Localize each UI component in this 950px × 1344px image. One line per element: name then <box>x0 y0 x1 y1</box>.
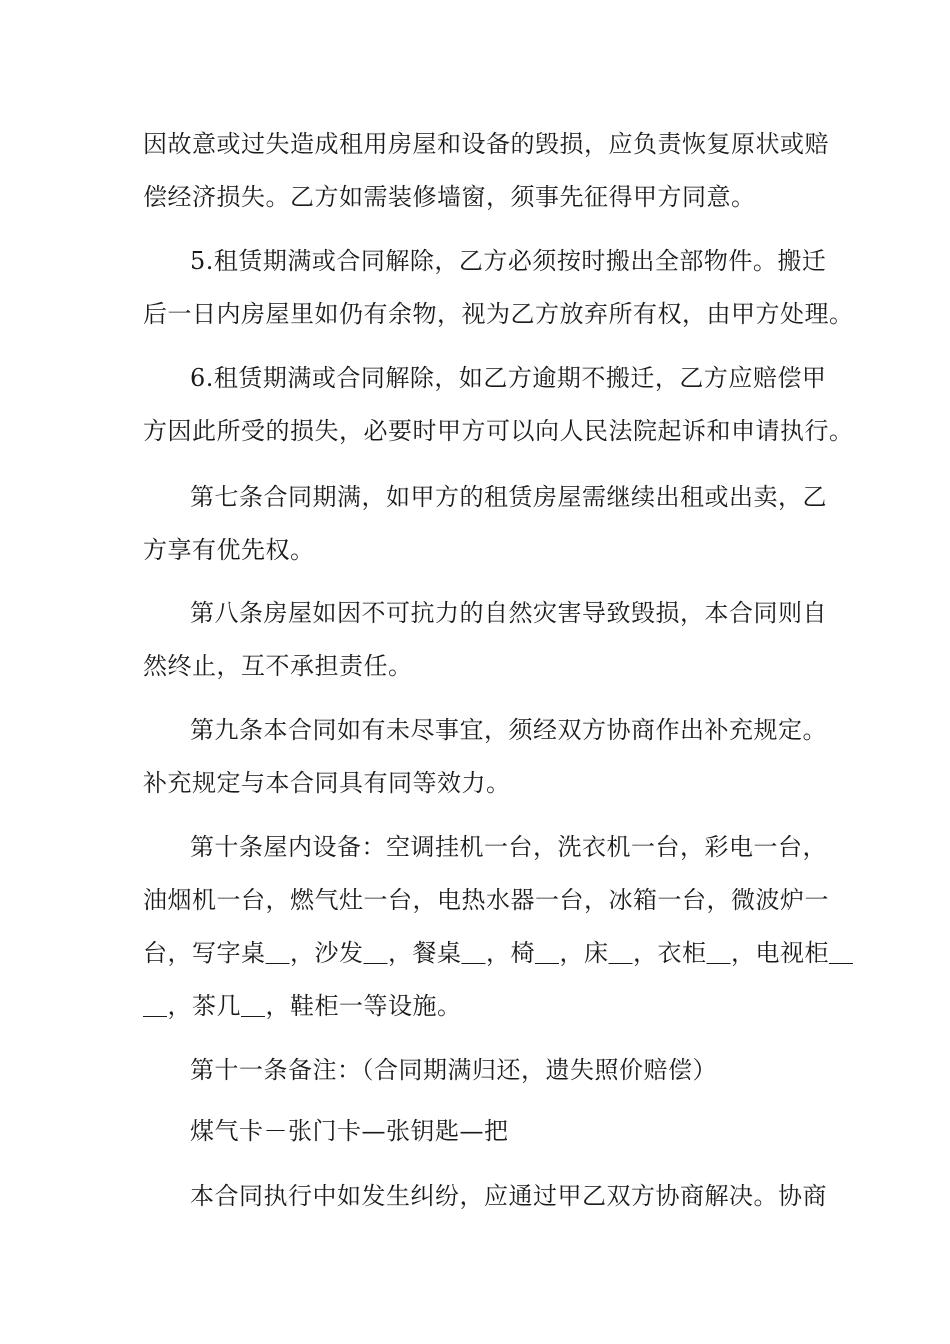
dispute-line: 本合同执行中如发生纠纷，应通过甲乙双方协商解决。协商 <box>190 1182 827 1210</box>
keys-note-line: 煤气卡－张门卡—张钥匙—把 <box>190 1117 509 1145</box>
article-10-line-1: 第十条屋内设备：空调挂机一台，洗衣机一台，彩电一台， <box>190 833 827 861</box>
article-9-line-1: 第九条本合同如有未尽事宜，须经双方协商作出补充规定。 <box>190 716 827 744</box>
paragraph-5-line-2: 后一日内房屋里如仍有余物，视为乙方放弃所有权，由甲方处理。 <box>143 300 854 328</box>
text-line: 因故意或过失造成租用房屋和设备的毁损，应负责恢复原状或赔 <box>143 130 829 158</box>
article-7-line-2: 方享有优先权。 <box>143 536 315 564</box>
paragraph-6-line-2: 方因此所受的损失，必要时甲方可以向人民法院起诉和申请执行。 <box>143 417 854 445</box>
text-line: 偿经济损失。乙方如需装修墙窗，须事先征得甲方同意。 <box>143 183 756 211</box>
article-8-line-2: 然终止，互不承担责任。 <box>143 652 413 680</box>
article-10-line-4: ＿，茶几＿，鞋柜一等设施。 <box>143 992 462 1020</box>
paragraph-6-line-1: 6.租赁期满或合同解除，如乙方逾期不搬迁，乙方应赔偿甲 <box>190 364 827 392</box>
article-11-line: 第十一条备注：（合同期满归还，遗失照价赔偿） <box>190 1056 717 1084</box>
article-10-line-3: 台，写字桌＿，沙发＿，餐桌＿，椅＿，床＿，衣柜＿，电视柜＿ <box>143 939 854 967</box>
article-9-line-2: 补充规定与本合同具有同等效力。 <box>143 769 511 797</box>
paragraph-5-line-1: 5.租赁期满或合同解除，乙方必须按时搬出全部物件。搬迁 <box>190 247 827 275</box>
article-8-line-1: 第八条房屋如因不可抗力的自然灾害导致毁损，本合同则自 <box>190 599 827 627</box>
article-7-line-1: 第七条合同期满，如甲方的租赁房屋需继续出租或出卖，乙 <box>190 483 827 511</box>
article-10-line-2: 油烟机一台，燃气灶一台，电热水器一台，冰箱一台，微波炉一 <box>143 886 829 914</box>
